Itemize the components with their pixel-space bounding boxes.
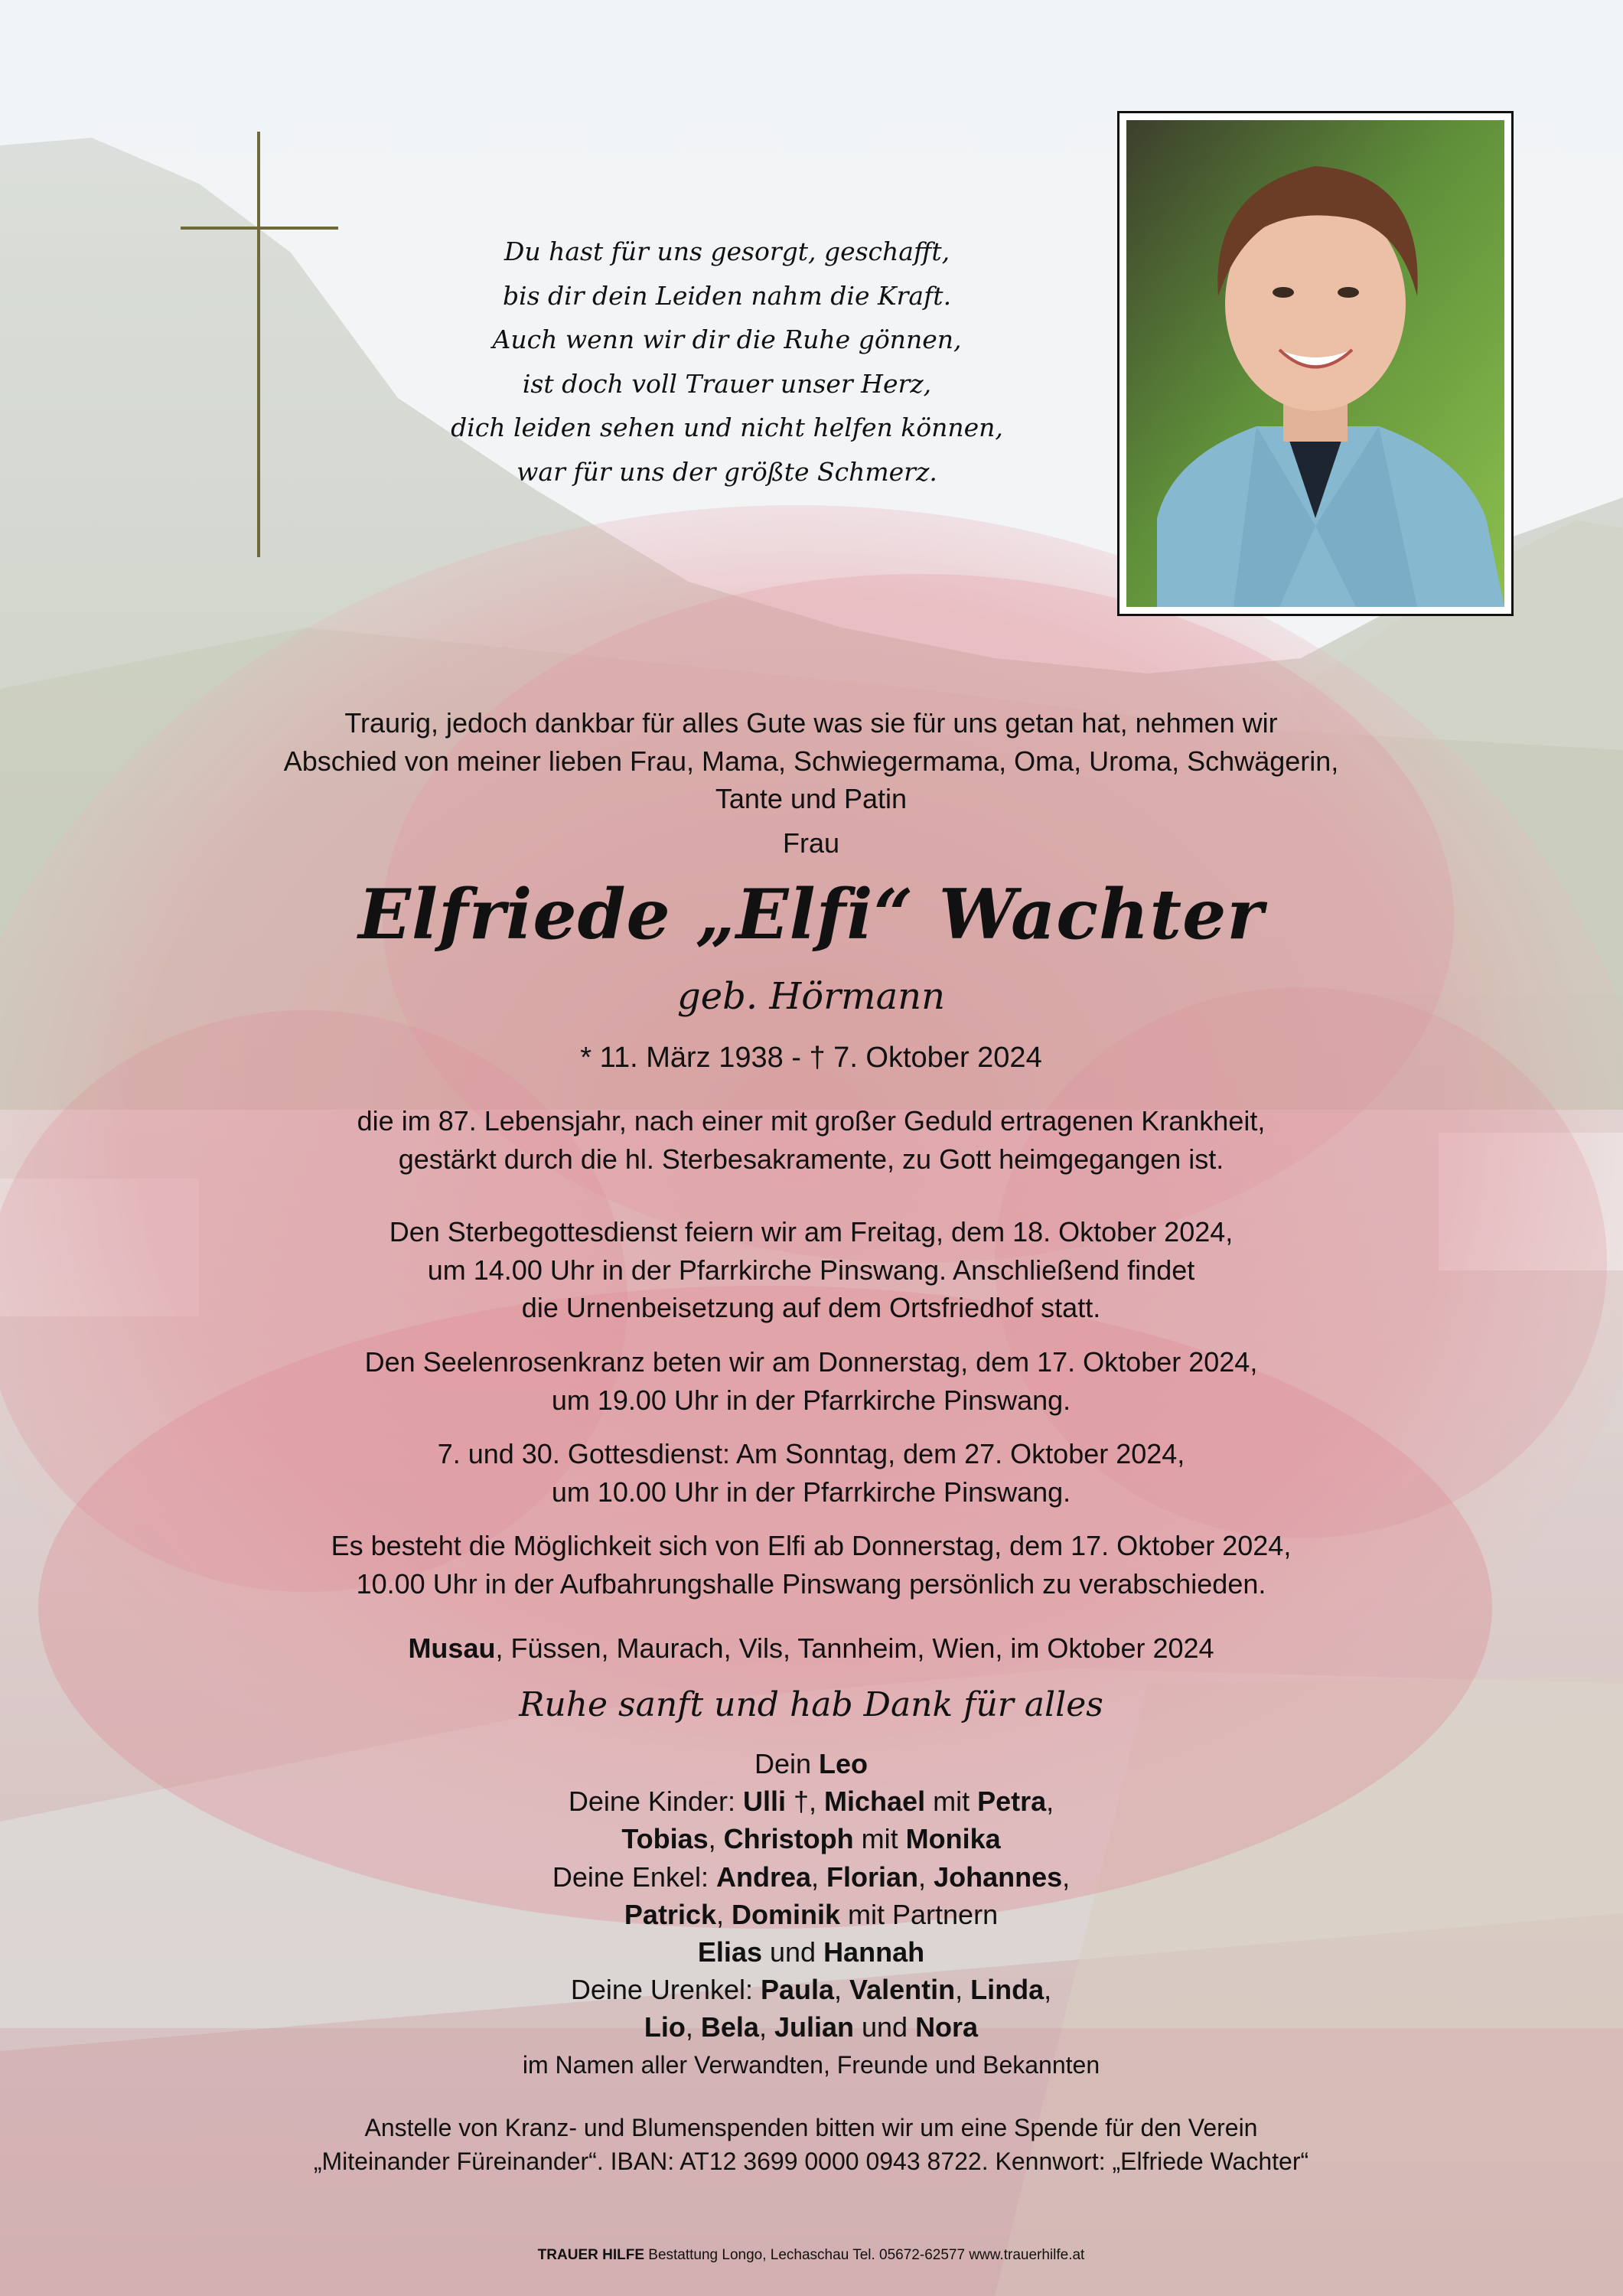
family-line: Deine Urenkel: Paula, Valentin, Linda, <box>570 1974 1052 2006</box>
footer <box>122 2244 1500 2267</box>
poem <box>398 230 1056 494</box>
portrait-photo-frame <box>1117 111 1514 616</box>
paragraph-line: um 19.00 Uhr in der Pfarrkirche Pinswang. <box>551 1384 1071 1416</box>
family-line: im Namen aller Verwandten, Freunde und Bekannten <box>522 2050 1100 2079</box>
paragraph-line: Den Seelenrosenkranz beten wir am Donnerstag, dem 17. Oktober 2024, <box>364 1346 1258 1378</box>
portrait-photo <box>1126 120 1504 607</box>
footer-brand: TRAUER HILFE <box>537 2247 644 2263</box>
family-line: Patrick, Dominik mit Partnern <box>624 1898 999 1930</box>
paragraph-line: um 14.00 Uhr in der Pfarrkirche Pinswang. Anschließend findet <box>427 1254 1195 1286</box>
footer-text: Bestattung Longo, Lechaschau Tel. 05672-62577 www.trauerhilfe.at <box>644 2247 1085 2263</box>
death-notice-paragraph <box>122 1102 1500 1178</box>
donation-request <box>122 2111 1500 2178</box>
places-rest: , Füssen, Maurach, Vils, Tannheim, Wien, im Oktober 2024 <box>495 1632 1214 1664</box>
poem-line: dich leiden sehen und nicht helfen können, <box>451 413 1003 442</box>
paragraph-line: Es besteht die Möglichkeit sich von Elfi ab Donnerstag, dem 17. Oktober 2024, <box>331 1530 1292 1561</box>
family-line: Lio, Bela, Julian und Nora <box>644 2011 979 2043</box>
memorial-mass-paragraph <box>122 1435 1500 1511</box>
paragraph-line: die Urnenbeisetzung auf dem Ortsfriedhof statt. <box>521 1292 1101 1323</box>
family-line: Deine Enkel: Andrea, Florian, Johannes, <box>552 1861 1071 1893</box>
family-list <box>122 1745 1500 2084</box>
donation-line: „Miteinander Füreinander“. IBAN: AT12 3699 0000 0943 8722. Kennwort: „Elfriede Wachter“ <box>313 2148 1309 2175</box>
places-and-date <box>122 1629 1500 1668</box>
intro-text <box>122 704 1500 818</box>
donation-line: Anstelle von Kranz- und Blumenspenden bitten wir um eine Spende für den Verein <box>364 2114 1258 2141</box>
latin-cross-icon <box>257 132 260 557</box>
life-dates: * 11. März 1938 - † 7. Oktober 2024 <box>580 1042 1042 1074</box>
family-line: Elias und Hannah <box>697 1936 925 1968</box>
poem-line: war für uns der größte Schmerz. <box>517 456 937 487</box>
family-line: Deine Kinder: Ulli †, Michael mit Petra, <box>568 1786 1054 1818</box>
family-line: Tobias, Christoph mit Monika <box>621 1823 1001 1855</box>
intro-line: Abschied von meiner lieben Frau, Mama, Schwiegermama, Oma, Uroma, Schwägerin, <box>283 745 1339 777</box>
deceased-name: Elfriede „Elfi“ Wachter <box>358 874 1264 955</box>
funeral-service-paragraph <box>122 1213 1500 1327</box>
maiden-name: geb. Hörmann <box>676 975 946 1018</box>
paragraph-line: gestärkt durch die hl. Sterbesakramente, zu Gott heimgegangen ist. <box>398 1143 1224 1175</box>
rosary-paragraph <box>122 1343 1500 1419</box>
paragraph-line: 7. und 30. Gottesdienst: Am Sonntag, dem 27. Oktober 2024, <box>437 1438 1185 1469</box>
salutation: Frau <box>782 827 840 859</box>
intro-line: Tante und Patin <box>715 783 908 814</box>
paragraph-line: die im 87. Lebensjahr, nach einer mit großer Geduld ertragenen Krankheit, <box>357 1105 1266 1137</box>
paragraph-line: Den Sterbegottesdienst feiern wir am Freitag, dem 18. Oktober 2024, <box>389 1216 1234 1247</box>
intro-line: Traurig, jedoch dankbar für alles Gute was sie für uns getan hat, nehmen wir <box>344 707 1278 739</box>
viewing-paragraph <box>122 1527 1500 1603</box>
paragraph-line: 10.00 Uhr in der Aufbahrungshalle Pinswang persönlich zu verabschieden. <box>356 1567 1266 1600</box>
poem-line: ist doch voll Trauer unser Herz, <box>522 368 932 399</box>
poem-line: Du hast für uns gesorgt, geschafft, <box>504 236 950 266</box>
place-musau: Musau <box>408 1632 496 1664</box>
poem-line: Auch wenn wir dir die Ruhe gönnen, <box>492 325 962 354</box>
latin-cross-icon-bar <box>181 227 338 230</box>
family-line: Dein Leo <box>754 1748 869 1779</box>
motto: Ruhe sanft und hab Dank für alles <box>519 1685 1103 1724</box>
paragraph-line: um 10.00 Uhr in der Pfarrkirche Pinswang. <box>551 1476 1071 1508</box>
poem-line: bis dir dein Leiden nahm die Kraft. <box>502 280 952 311</box>
